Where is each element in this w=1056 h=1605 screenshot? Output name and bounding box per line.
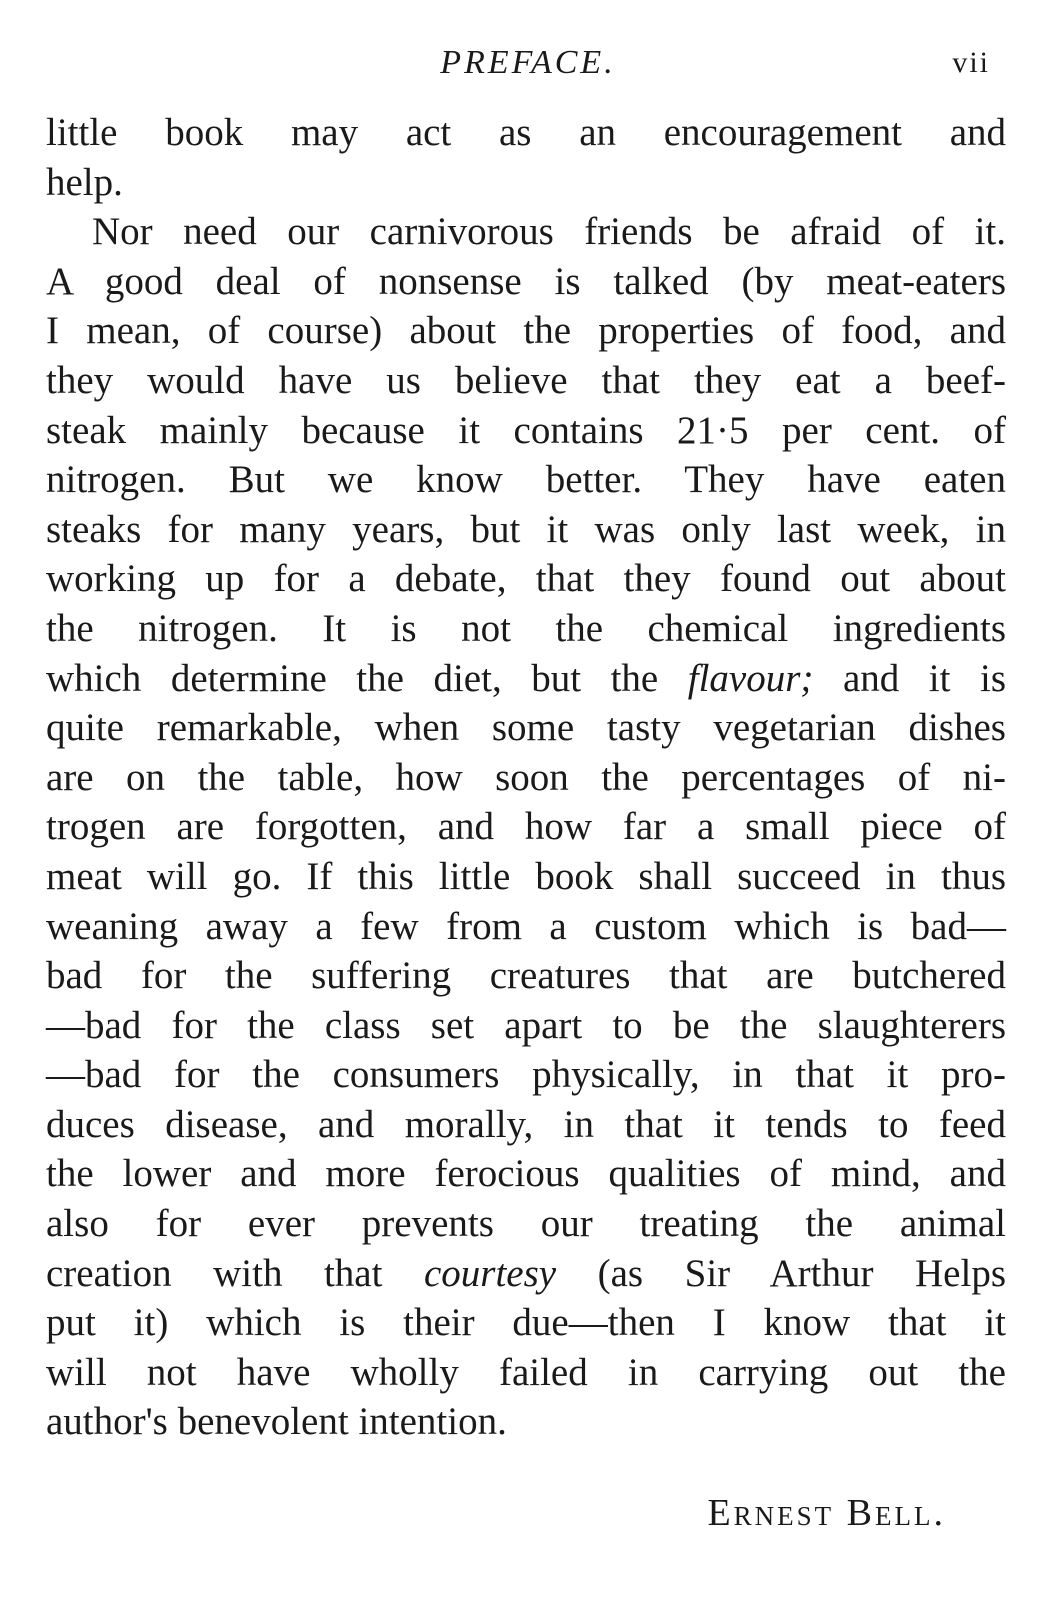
text-line: bad for the suffering creatures that are butchered [46, 954, 1006, 998]
text-line: weaning away a few from a custom which is bad— [46, 904, 1006, 948]
preface-body [46, 108, 1006, 1447]
text-line: put it) which is their due—then I know that it [46, 1301, 1006, 1345]
text-line: quite remarkable, when some tasty vegetarian dishes [46, 706, 1006, 750]
text-line: the nitrogen. It is not the chemical ingredients [46, 606, 1006, 650]
text-line: little book may act as an encouragement and [46, 111, 1006, 154]
text-line: the lower and more ferocious qualities of mind, and [46, 1152, 1006, 1196]
page-header [0, 38, 1056, 88]
page-number: vii [952, 46, 990, 79]
author-signature: Ernest Bell. [707, 1492, 946, 1534]
text-line: they would have us believe that they eat a beef- [46, 358, 1006, 402]
text-line: author's benevolent intention. [46, 1400, 507, 1444]
text-run: (as Sir Arthur Helps [556, 1251, 1006, 1295]
text-line: meat will go. If this little book shall succeed in thus [46, 854, 1006, 898]
italic-word-courtesy: courtesy [423, 1251, 557, 1295]
text-run: which determine the diet, but the [46, 656, 688, 700]
text-line: —bad for the consumers physically, in that it pro- [46, 1053, 1006, 1097]
text-line-with-italic [46, 1249, 1006, 1299]
text-line: Nor need our carnivorous friends be afraid of it. [92, 210, 1006, 254]
text-line-with-italic [46, 654, 1006, 704]
text-line: working up for a debate, that they found out about [46, 557, 1006, 601]
text-line: trogen are forgotten, and how far a small piece of [46, 805, 1006, 849]
text-line: duces disease, and morally, in that it tends to feed [46, 1102, 1006, 1146]
text-line: will not have wholly failed in carrying out the [46, 1350, 1006, 1394]
text-line: help. [46, 160, 123, 204]
text-line: are on the table, how soon the percentages of ni- [46, 755, 1006, 799]
text-line: I mean, of course) about the properties of food, and [46, 309, 1006, 353]
running-title: PREFACE. [440, 44, 616, 81]
text-line: also for ever prevents our treating the animal [46, 1202, 1006, 1246]
text-line: steak mainly because it contains 21·5 per cent. of [46, 408, 1006, 452]
text-line: —bad for the class set apart to be the slaughterers [46, 1003, 1006, 1047]
italic-word-flavour: flavour; [687, 656, 814, 700]
text-line: A good deal of nonsense is talked (by meat-eaters [46, 259, 1006, 303]
text-line: nitrogen. But we know better. They have eaten [46, 458, 1006, 502]
text-line: steaks for many years, but it was only last week, in [46, 507, 1006, 551]
text-run: and it is [813, 656, 1006, 700]
text-run: creation with that [46, 1251, 424, 1295]
